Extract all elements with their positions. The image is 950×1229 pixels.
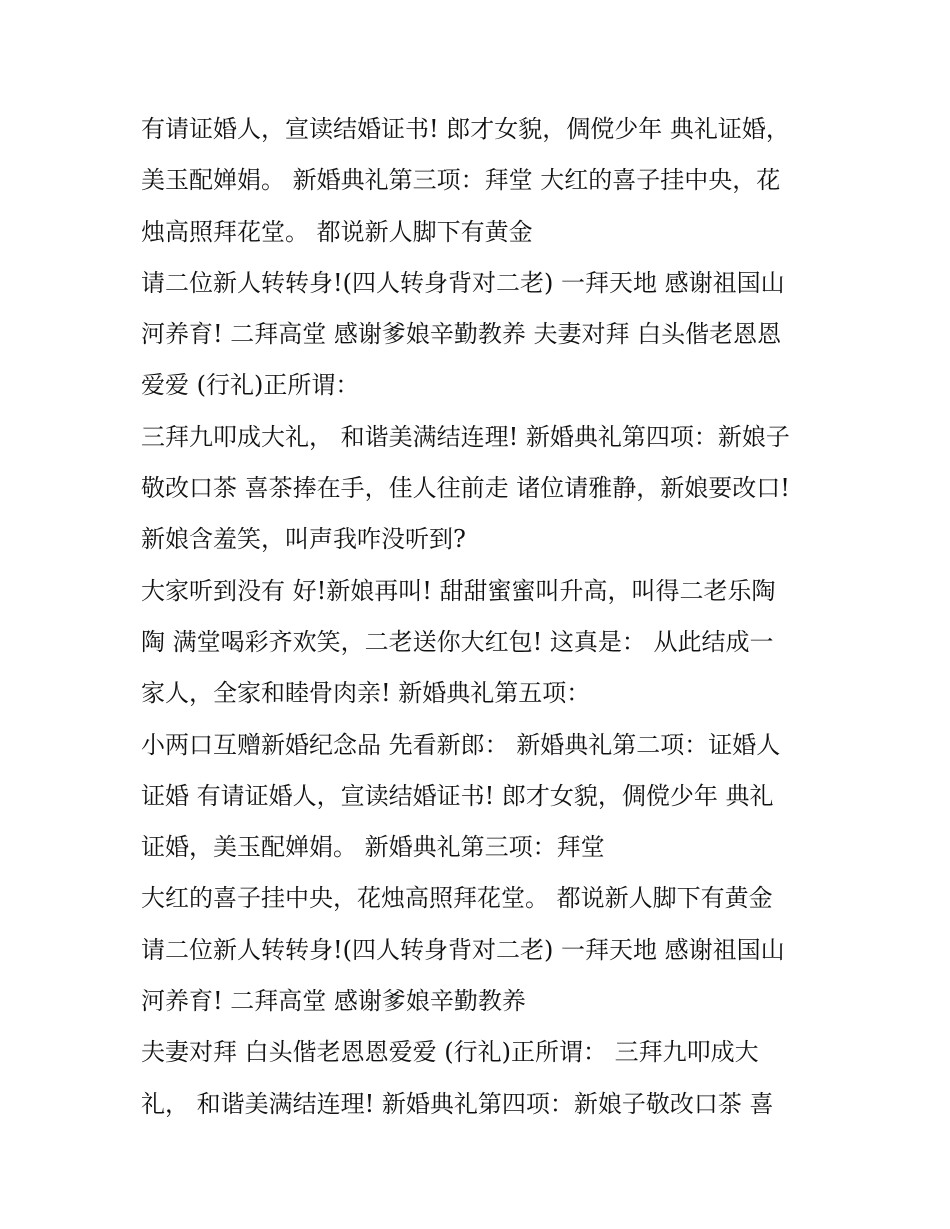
- text-line: 证婚 有请证婚人，宣读结婚证书! 郎才女貌，倜傥少年 典礼: [141, 781, 774, 810]
- text-line: 敬改口茶 喜茶捧在手，佳人往前走 诸位请雅静，新娘要改口!: [141, 474, 790, 503]
- text-line: 三拜九叩成大礼， 和谐美满结连理! 新婚典礼第四项：新娘子: [141, 422, 790, 451]
- text-line: 烛高照拜花堂。 都说新人脚下有黄金: [141, 217, 533, 246]
- text-line: 大红的喜子挂中央，花烛高照拜花堂。 都说新人脚下有黄金: [141, 884, 773, 913]
- text-line: 礼， 和谐美满结连理! 新婚典礼第四项：新娘子敬改口茶 喜: [141, 1089, 774, 1118]
- text-line: 新娘含羞笑，叫声我咋没听到?: [141, 525, 466, 554]
- text-line: 美玉配婵娟。 新婚典礼第三项：拜堂 大红的喜子挂中央，花: [141, 166, 781, 195]
- text-line: 家人，全家和睦骨肉亲! 新婚典礼第五项：: [141, 679, 591, 708]
- text-line: 河养育! 二拜高堂 感谢爹娘辛勤教养 夫妻对拜 白头偕老恩恩: [141, 320, 782, 349]
- text-line: 有请证婚人，宣读结婚证书! 郎才女貌，倜傥少年 典礼证婚，: [141, 115, 790, 143]
- text-line: 证婚，美玉配婵娟。 新婚典礼第三项：拜堂: [141, 833, 605, 862]
- text-line: 陶 满堂喝彩齐欢笑，二老送你大红包! 这真是： 从此结成一: [141, 627, 774, 656]
- text-line: 请二位新人转转身!(四人转身背对二老) 一拜天地 感谢祖国山: [141, 268, 785, 297]
- text-line: 请二位新人转转身!(四人转身背对二老) 一拜天地 感谢祖国山: [141, 935, 785, 964]
- text-line: 大家听到没有 好!新娘再叫! 甜甜蜜蜜叫升高，叫得二老乐陶: [141, 576, 776, 605]
- text-line: 小两口互赠新婚纪念品 先看新郎： 新婚典礼第二项：证婚人: [141, 730, 781, 759]
- text-line: 爱爱 (行礼)正所谓：: [141, 371, 360, 400]
- text-line: 河养育! 二拜高堂 感谢爹娘辛勤教养: [141, 987, 526, 1016]
- text-line: 夫妻对拜 白头偕老恩恩爱爱 (行礼)正所谓： 三拜九叩成大: [141, 1038, 759, 1067]
- body-text: [141, 104, 821, 1130]
